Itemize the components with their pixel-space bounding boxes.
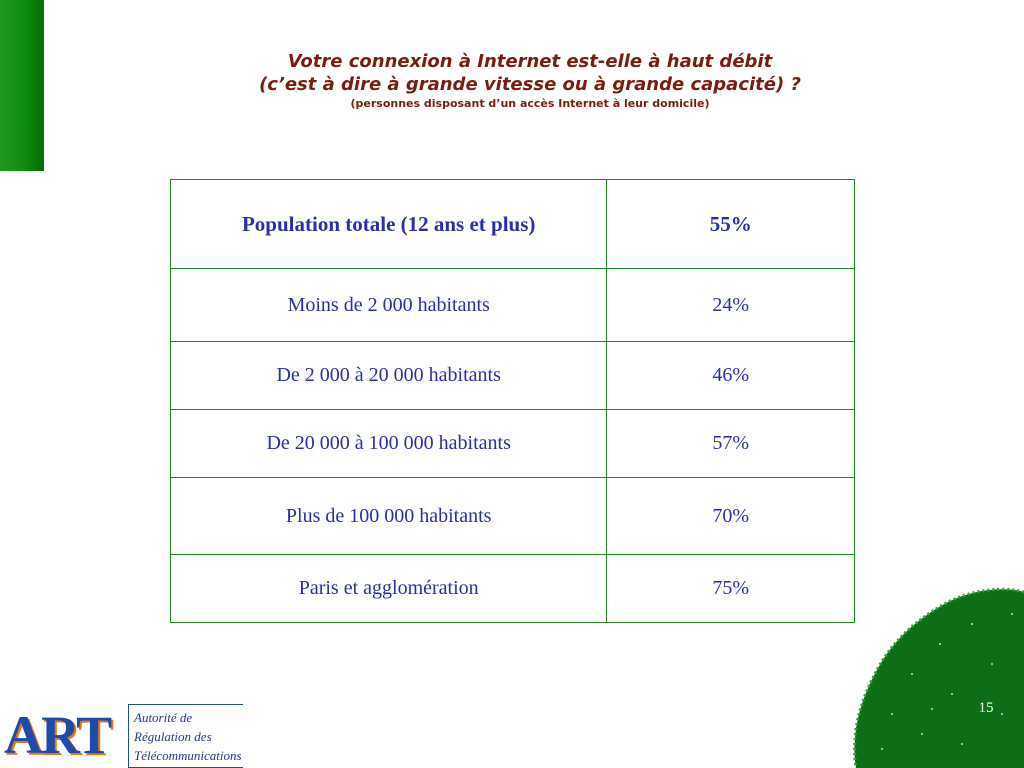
logo-line-1: Autorité de [134,710,193,725]
row-value: 70% [607,478,855,555]
broadband-table [170,179,855,623]
header-label: Population totale (12 ans et plus) [171,180,607,269]
page-number: 15 [978,700,994,716]
row-label: Plus de 100 000 habitants [171,478,607,555]
title-line-1: Votre connexion à Internet est-elle à haut débit [287,51,773,72]
green-blob-decoration [852,584,1024,768]
logo-acronym: ART [4,705,111,765]
art-logo [0,704,244,768]
title-line-2: (c’est à dire à grande vitesse ou à grande capacité) ? [259,74,801,95]
green-accent-bar [0,0,44,171]
slide-title [150,50,910,111]
row-value: 57% [607,410,855,478]
row-value: 46% [607,342,855,410]
table-row [171,342,855,410]
row-label: De 20 000 à 100 000 habitants [171,410,607,478]
row-value: 75% [607,555,855,623]
table-row [171,410,855,478]
table-header-row [171,180,855,269]
logo-line-3: Télécommunications [134,748,242,763]
row-label: Moins de 2 000 habitants [171,269,607,342]
header-value: 55% [607,180,855,269]
logo-line-2: Régulation des [134,729,212,744]
table-row [171,478,855,555]
logo-text [134,708,242,765]
title-subtitle: (personnes disposant d’un accès Internet à leur domicile) [350,97,710,110]
table-row [171,555,855,623]
row-value: 24% [607,269,855,342]
table-row [171,269,855,342]
row-label: Paris et agglomération [171,555,607,623]
row-label: De 2 000 à 20 000 habitants [171,342,607,410]
